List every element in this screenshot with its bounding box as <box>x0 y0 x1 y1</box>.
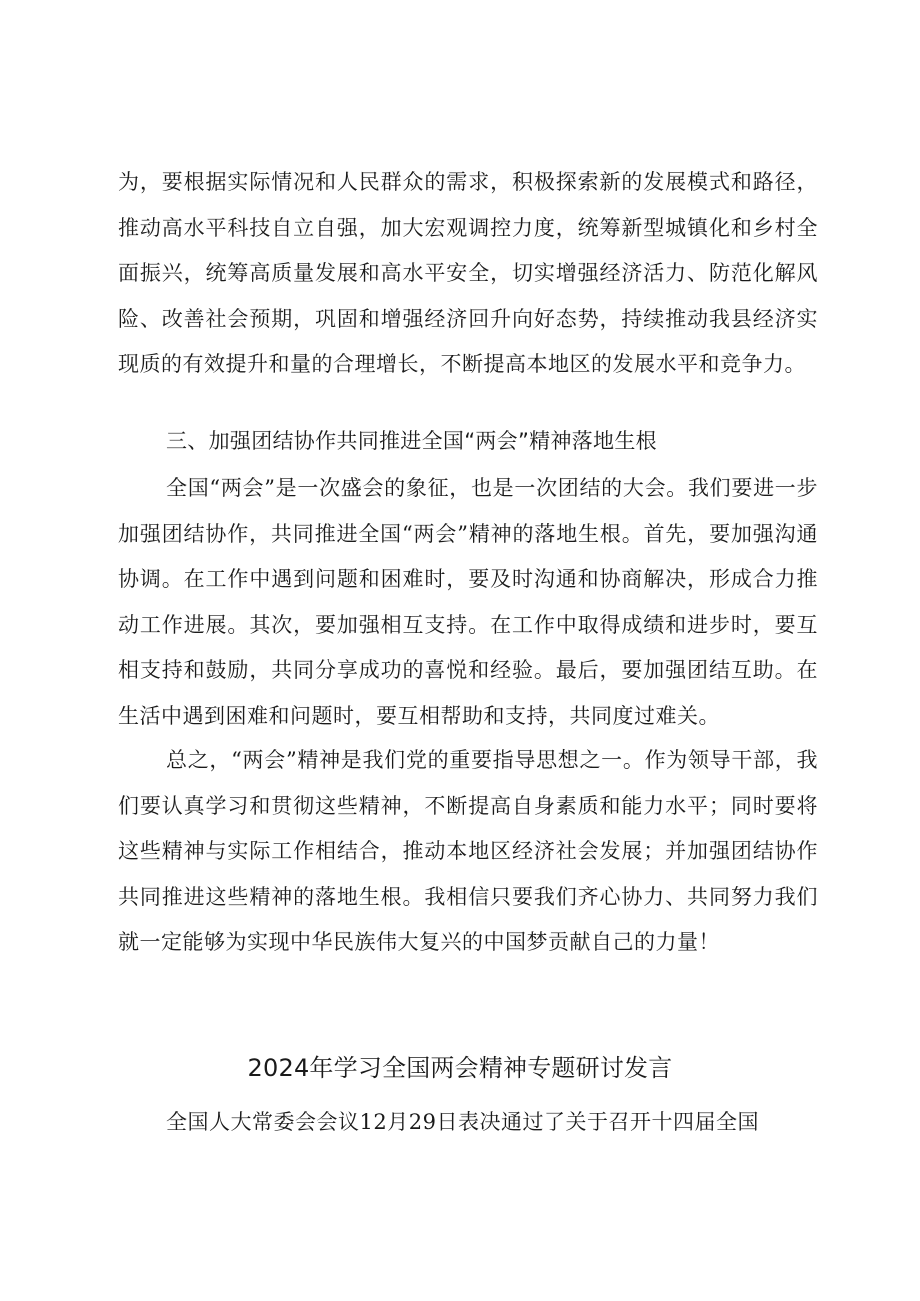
section-heading-unity: 三、加强团结协作共同推进全国“两会”精神落地生根 <box>166 429 657 453</box>
paragraph-economic-development: 为，要根据实际情况和人民群众的需求，积极探索新的发展模式和路径，推动高水平科技自立自强，加大宏观调控力度，统筹新型城镇化和乡村全面振兴，统筹高质量发展和高水平安全，切实增强经济活力、防范化解风险、改善社会预期，巩固和增强经济回升向好态势，持续推动我县经济实现质的有效提升和量的合理增长，不断提高本地区的发展水平和竞争力。 <box>118 170 818 376</box>
paragraph-conclusion: 总之，“两会”精神是我们党的重要指导思想之一。作为领导干部，我们要认真学习和贯彻这些精神，不断提高自身素质和能力水平；同时要将这些精神与实际工作相结合，推动本地区经济社会发展；并加强团结协作共同推进这些精神的落地生根。我相信只要我们齐心协力、共同努力我们就一定能够为实现中华民族伟大复兴的中国梦贡献自己的力量！ <box>118 748 818 954</box>
document-title: 2024年学习全国两会精神专题研讨发言 <box>247 1054 673 1082</box>
paragraph-opening: 全国人大常委会会议12月29日表决通过了关于召开十四届全国 <box>166 1110 759 1134</box>
paragraph-unity-cooperation: 全国“两会”是一次盛会的象征，也是一次团结的大会。我们要进一步加强团结协作，共同推进全国“两会”精神的落地生根。首先，要加强沟通协调。在工作中遇到问题和困难时，要及时沟通和协商解决，形成合力推动工作进展。其次，要加强相互支持。在工作中取得成绩和进步时，要互相支持和鼓励，共同分享成功的喜悦和经验。最后，要加强团结互助。在生活中遇到困难和问题时，要互相帮助和支持，共同度过难关。 <box>118 476 818 728</box>
